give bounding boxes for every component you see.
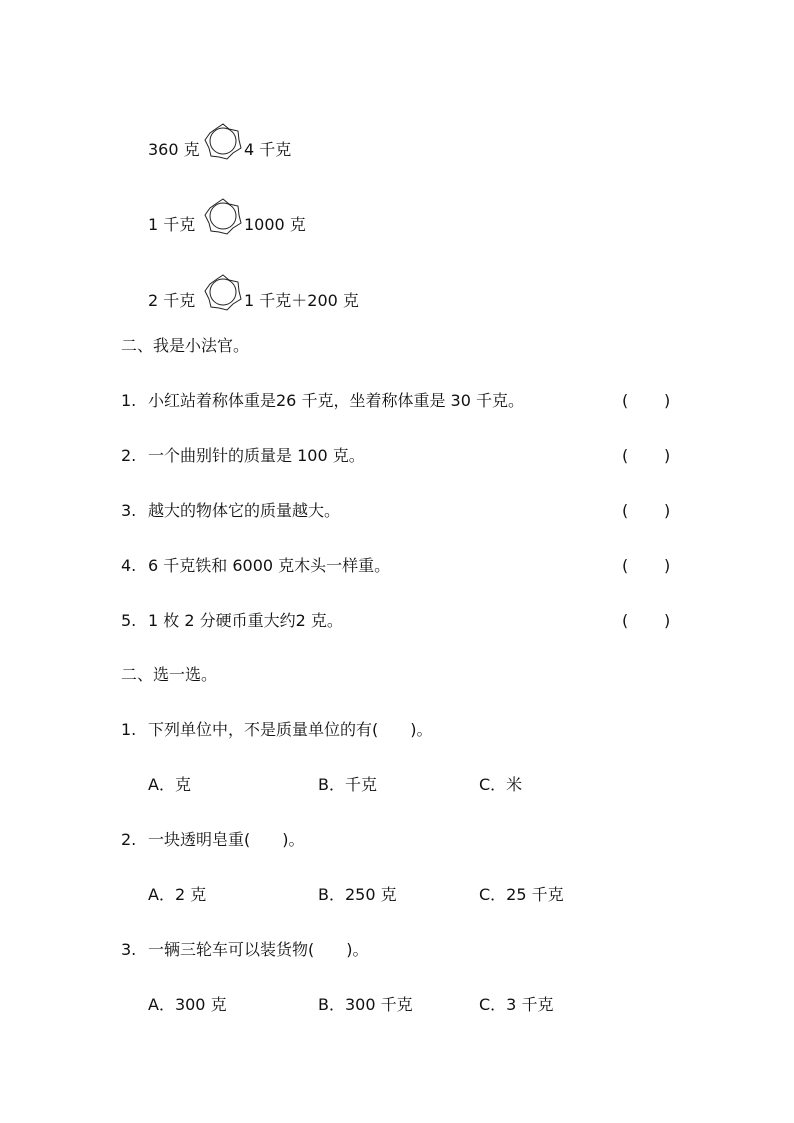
option-c[interactable]: C．25 千克	[479, 885, 564, 904]
compare-left: 360 克	[148, 140, 200, 159]
option-a[interactable]: A．2 克	[148, 885, 207, 904]
option-b[interactable]: B．千克	[318, 775, 377, 794]
question-text[interactable]: 一辆三轮车可以装货物( )。	[148, 940, 369, 959]
item-text: 1 枚 2 分硬币重大约2 克。	[148, 611, 343, 630]
item-number: 5.	[121, 611, 137, 630]
option-a[interactable]: A．克	[148, 775, 191, 794]
item-text: 6 千克铁和 6000 克木头一样重。	[148, 556, 391, 575]
compare-left: 2 千克	[148, 291, 196, 310]
question-number: 2.	[121, 830, 137, 849]
flower-blank-icon[interactable]	[202, 195, 244, 237]
item-number: 2.	[121, 446, 137, 465]
question-text[interactable]: 下列单位中，不是质量单位的有( )。	[148, 720, 433, 739]
item-text: 越大的物体它的质量越大。	[148, 501, 341, 520]
option-a[interactable]: A．300 克	[148, 995, 227, 1014]
item-text: 小红站着称体重是26 千克，坐着称体重是 30 千克。	[148, 391, 524, 410]
question-number: 1.	[121, 720, 137, 739]
section-choose-title: 二、选一选。	[121, 665, 218, 684]
question-number: 3.	[121, 940, 137, 959]
compare-right: 4 千克	[244, 140, 292, 159]
compare-right: 1 千克＋200 克	[244, 291, 359, 310]
option-c[interactable]: C．3 千克	[479, 995, 554, 1014]
compare-right: 1000 克	[244, 215, 306, 234]
item-number: 3.	[121, 501, 137, 520]
option-b[interactable]: B．300 千克	[318, 995, 413, 1014]
item-number: 1.	[121, 391, 137, 410]
item-number: 4.	[121, 556, 137, 575]
compare-left: 1 千克	[148, 215, 196, 234]
flower-blank-icon[interactable]	[202, 120, 244, 162]
option-c[interactable]: C．米	[479, 775, 523, 794]
section-judge-title: 二、我是小法官。	[121, 336, 250, 355]
item-text: 一个曲别针的质量是 100 克。	[148, 446, 365, 465]
option-b[interactable]: B．250 克	[318, 885, 397, 904]
flower-blank-icon[interactable]	[202, 271, 244, 313]
question-text[interactable]: 一块透明皂重( )。	[148, 830, 305, 849]
